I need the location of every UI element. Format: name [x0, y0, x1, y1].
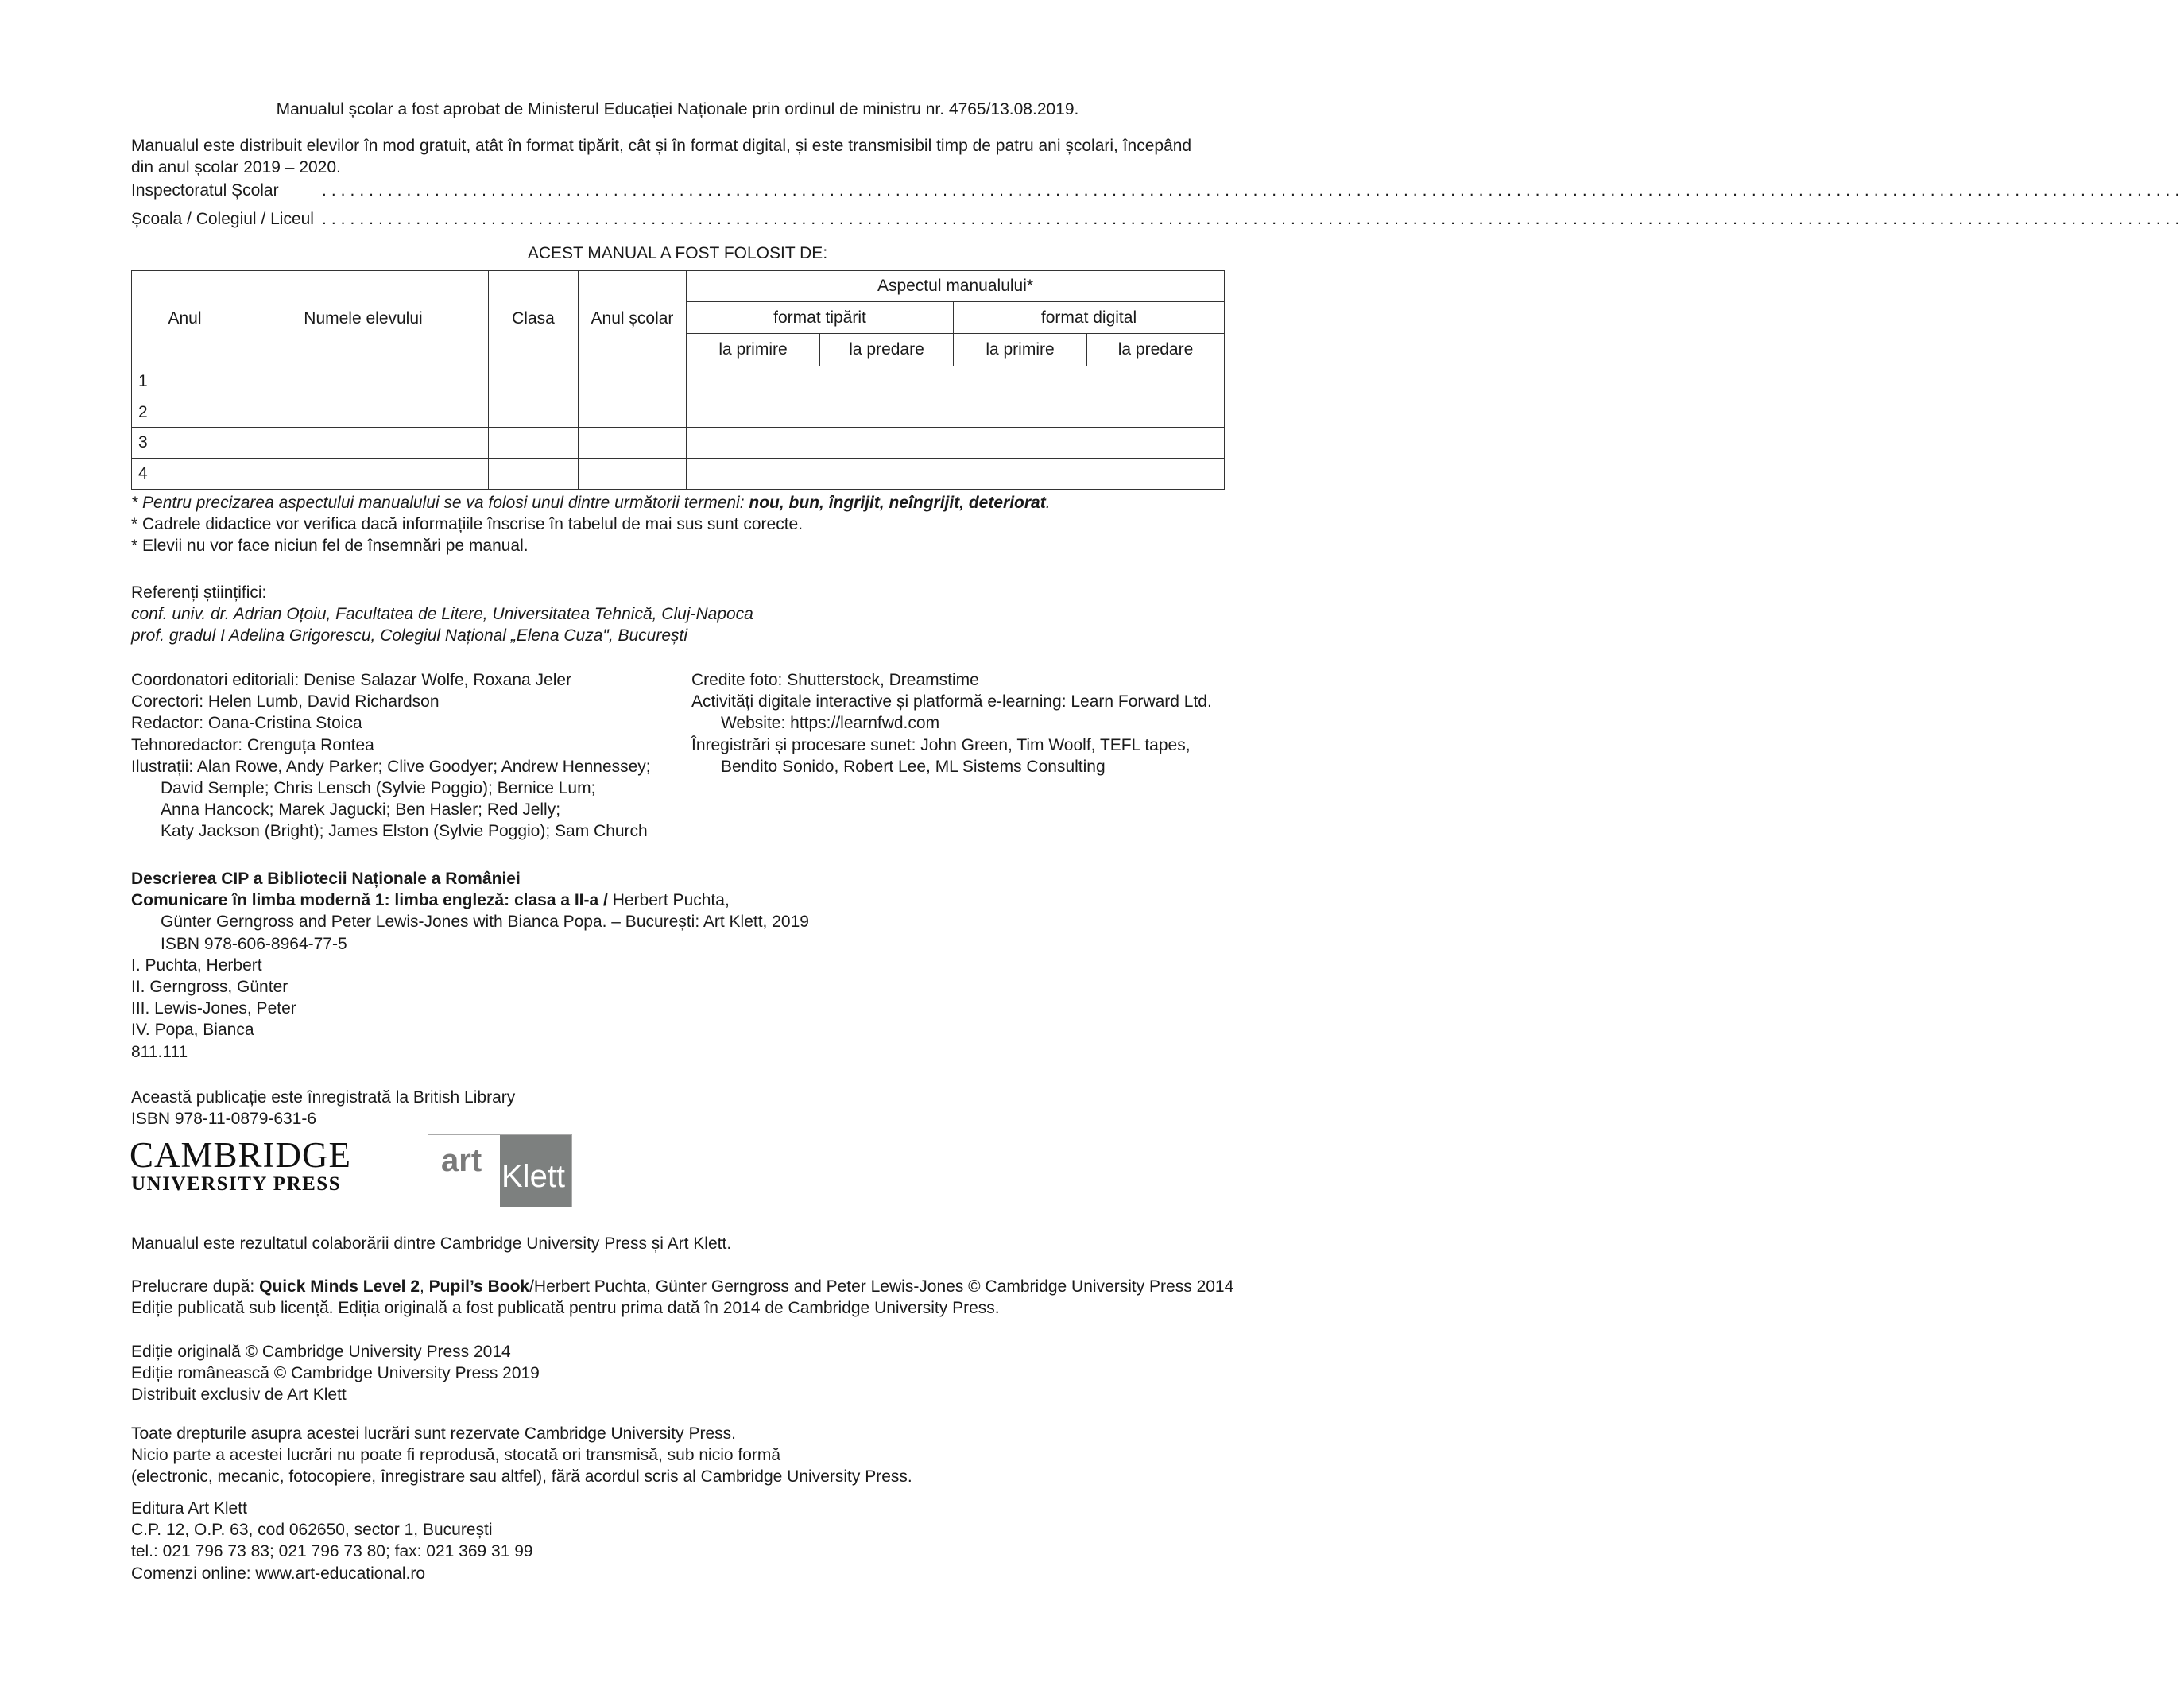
cambridge-logo-subtext: UNIVERSITY PRESS	[131, 1173, 342, 1195]
cip-bold-text: Comunicare în limba modernă 1: limba engleză: clasa a II-a /	[131, 891, 613, 910]
klett-logo-text: Klett	[501, 1159, 566, 1194]
referent-1: conf. univ. dr. Adrian Oțoiu, Facultatea de Litere, Universitatea Tehnică, Cluj-Napoca	[131, 605, 753, 623]
credit-line: Katy Jackson (Bright); James Elston (Sylvie Poggio); Sam Church	[161, 822, 648, 841]
editions-block	[131, 1341, 540, 1406]
header-aspect: Aspectul manualului*	[687, 271, 1225, 302]
credits-left	[131, 669, 651, 843]
referenti-label: Referenți științifici:	[131, 583, 267, 602]
cell-clasa	[489, 428, 579, 459]
credit-line: Redactor: Oana-Cristina Stoica	[131, 714, 362, 733]
adaptation-title: Quick Minds Level 2	[259, 1277, 420, 1296]
note-aspect-terms: nou, bun, îngrijit, neîngrijit, deteriorat	[749, 494, 1046, 512]
credit-line: Website: https://learnfwd.com	[721, 714, 940, 733]
collaboration-text: Manualul este rezultatul colaborării dintre Cambridge University Press și Art Klett.	[131, 1235, 732, 1253]
klett-logo-block	[500, 1135, 571, 1207]
distribution-text-2: din anul școlar 2019 – 2020.	[131, 158, 341, 176]
edition-line: Ediție românească © Cambridge University Press 2019	[131, 1364, 540, 1383]
cell-nume	[238, 459, 489, 490]
cell-aspect	[687, 366, 1225, 397]
approval-text: Manualul școlar a fost aprobat de Ministerul Educației Naționale prin ordinul de ministru nr. 4765/13.08.2019.	[276, 100, 1079, 118]
cip-author: IV. Popa, Bianca	[131, 1021, 254, 1040]
adaptation-prefix: Prelucrare după:	[131, 1277, 260, 1296]
row-year: 1	[132, 366, 238, 397]
cip-block	[131, 868, 809, 1063]
header-clasa: Clasa	[489, 271, 579, 366]
cip-class: 811.111	[131, 1042, 188, 1061]
credit-line: Anna Hancock; Marek Jagucki; Ben Hasler; Red Jelly;	[161, 800, 561, 820]
header-tiparit-primire: la primire	[687, 334, 820, 366]
cell-an-scolar	[579, 366, 687, 397]
credit-line: Bendito Sonido, Robert Lee, ML Sistems Consulting	[721, 757, 1106, 776]
cell-nume	[238, 428, 489, 459]
note-no-marks: * Elevii nu vor face niciun fel de însemnări pe manual.	[131, 537, 529, 555]
publisher-name: Editura Art Klett	[131, 1499, 247, 1518]
header-anul: Anul	[132, 271, 238, 366]
credit-line: Credite foto: Shutterstock, Dreamstime	[691, 671, 979, 689]
header-tiparit-predare: la predare	[820, 334, 954, 366]
table-row	[132, 428, 1225, 459]
edition-line: Ediție originală © Cambridge University Press 2014	[131, 1343, 511, 1361]
usage-table	[131, 270, 1225, 490]
isbn-uk: ISBN 978-11-0879-631-6	[131, 1110, 317, 1128]
table-row	[132, 459, 1225, 490]
row-year: 3	[132, 428, 238, 459]
publisher-address: C.P. 12, O.P. 63, cod 062650, sector 1, București	[131, 1521, 493, 1540]
cell-nume	[238, 366, 489, 397]
adaptation-license: Ediție publicată sub licență. Ediția originală a fost publicată pentru prima dată în 2014 de Cambridge University Press.	[131, 1299, 1000, 1317]
note-verify: * Cadrele didactice vor verifica dacă informațiile înscrise în tabelul de mai sus sunt corecte.	[131, 515, 804, 533]
credit-line: Ilustrații: Alan Rowe, Andy Parker; Clive Goodyer; Andrew Hennessey;	[131, 757, 651, 776]
rights-block	[131, 1423, 912, 1488]
credit-line: Corectori: Helen Lumb, David Richardson	[131, 692, 440, 711]
publisher-phone: tel.: 021 796 73 83; 021 796 73 80; fax: 021 369 31 99	[131, 1542, 533, 1561]
adaptation-rest: /Herbert Puchta, Günter Gerngross and Peter Lewis-Jones © Cambridge University Press 2014	[529, 1277, 1234, 1296]
adaptation-book: Pupil’s Book	[428, 1277, 530, 1296]
cell-clasa	[489, 366, 579, 397]
note-aspect	[131, 494, 1051, 513]
publisher-website: Comenzi online: www.art-educational.ro	[131, 1564, 426, 1583]
cell-aspect	[687, 397, 1225, 428]
art-logo-text: art	[441, 1143, 482, 1178]
credit-line: David Semple; Chris Lensch (Sylvie Poggio); Bernice Lum;	[161, 779, 596, 798]
credit-line: Activități digitale interactive și platformă e-learning: Learn Forward Ltd.	[691, 692, 1212, 711]
scoala-field: ......................................................................................................................................................................................................	[322, 210, 2184, 228]
credits-right	[691, 669, 1212, 777]
table-row	[132, 397, 1225, 428]
header-an-scolar: Anul școlar	[579, 271, 687, 366]
inspectorat-field: ......................................................................................................................................................................................................	[322, 181, 2184, 200]
cambridge-logo	[130, 1137, 351, 1196]
note-aspect-end: .	[1045, 494, 1051, 512]
cell-aspect	[687, 459, 1225, 490]
credit-line: Tehnoredactor: Crenguța Rontea	[131, 735, 374, 754]
cell-nume	[238, 397, 489, 428]
referent-2: prof. gradul I Adelina Grigorescu, Colegiul Național „Elena Cuza", București	[131, 626, 688, 645]
adaptation-sep: ,	[420, 1277, 429, 1296]
rights-line: (electronic, mecanic, fotocopiere, înregistrare sau altfel), fără acordul scris al Cambridge University Press.	[131, 1467, 912, 1487]
credit-line: Înregistrări și procesare sunet: John Green, Tim Woolf, TEFL tapes,	[691, 735, 1191, 754]
british-library: Această publicație este înregistrată la British Library	[131, 1088, 516, 1107]
scoala-label: Școala / Colegiul / Liceul	[131, 210, 314, 228]
rights-line: Toate drepturile asupra acestei lucrări sunt rezervate Cambridge University Press.	[131, 1424, 736, 1443]
art-klett-logo	[428, 1134, 572, 1207]
cip-author: I. Puchta, Herbert	[131, 955, 262, 975]
cip-title: Descrierea CIP a Bibliotecii Naționale a României	[131, 870, 521, 888]
cell-an-scolar	[579, 459, 687, 490]
edition-line: Distribuit exclusiv de Art Klett	[131, 1386, 347, 1405]
cambridge-logo-text: CAMBRIDGE	[130, 1135, 352, 1175]
header-nume: Numele elevului	[238, 271, 489, 366]
cip-book-title	[131, 890, 809, 911]
header-format-tiparit: format tipărit	[687, 302, 954, 334]
row-year: 2	[132, 397, 238, 428]
cell-clasa	[489, 459, 579, 490]
inspectorat-label: Inspectoratul Școlar	[131, 181, 279, 200]
header-format-digital: format digital	[954, 302, 1225, 334]
table-title: ACEST MANUAL A FOST FOLOSIT DE:	[527, 244, 828, 262]
credit-line: Coordonatori editoriali: Denise Salazar Wolfe, Roxana Jeler	[131, 671, 572, 689]
cell-clasa	[489, 397, 579, 428]
cip-author: III. Lewis-Jones, Peter	[131, 999, 296, 1018]
cip-line: Günter Gerngross and Peter Lewis-Jones with Bianca Popa. – București: Art Klett, 2019	[161, 913, 809, 932]
cell-aspect	[687, 428, 1225, 459]
publisher-block	[131, 1498, 533, 1584]
header-digital-predare: la predare	[1087, 334, 1225, 366]
cell-an-scolar	[579, 428, 687, 459]
note-aspect-text: * Pentru precizarea aspectului manualului se va folosi unul dintre următorii termeni:	[131, 494, 749, 512]
row-year: 4	[132, 459, 238, 490]
cip-author: II. Gerngross, Günter	[131, 978, 288, 997]
cip-isbn: ISBN 978-606-8964-77-5	[161, 934, 347, 953]
adaptation-line	[131, 1277, 1233, 1297]
rights-line: Nicio parte a acestei lucrări nu poate fi reprodusă, stocată ori transmisă, sub nicio formă	[131, 1446, 781, 1465]
table-row	[132, 366, 1225, 397]
distribution-text-1: Manualul este distribuit elevilor în mod gratuit, atât în format tipărit, cât și în format digital, și este transmisibil timp de patru ani școlari, începând	[131, 137, 1192, 155]
cell-an-scolar	[579, 397, 687, 428]
header-digital-primire: la primire	[954, 334, 1087, 366]
cip-normal-text: Herbert Puchta,	[612, 891, 730, 910]
